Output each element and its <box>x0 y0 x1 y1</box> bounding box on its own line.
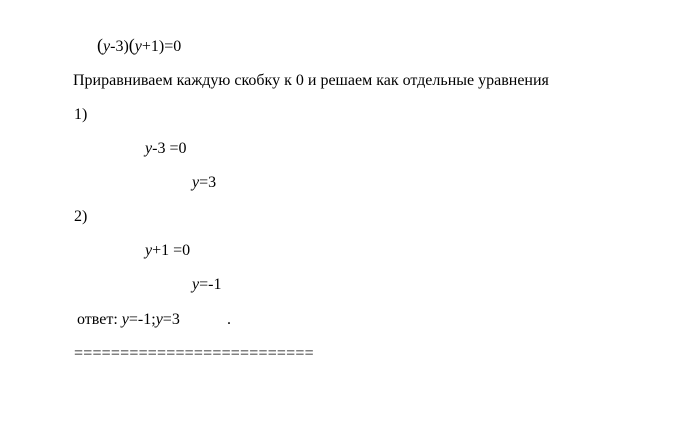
answer-label: ответ: <box>77 311 122 328</box>
case-2-number: 2) <box>74 208 88 225</box>
equation-variable-1: y <box>103 38 111 55</box>
case-2-solution <box>192 276 221 294</box>
case-2-equation-rest: +1 =0 <box>152 242 191 259</box>
case-1-number: 1) <box>74 106 88 123</box>
equation-variable-2: y <box>134 38 142 55</box>
main-equation <box>97 36 181 56</box>
answer-line <box>77 311 180 329</box>
case-1-solution-variable: y <box>192 174 200 191</box>
answer-variable-1: y <box>121 311 129 328</box>
answer-variable-2: y <box>155 311 163 328</box>
equation-rhs: =0 <box>164 38 182 55</box>
case-1-solution <box>192 174 216 192</box>
equation-paren-open-1: ( <box>97 35 103 55</box>
case-1-equation <box>145 140 186 158</box>
divider-line: ========================== <box>74 345 314 362</box>
equation-term-1: -3) <box>110 38 129 55</box>
case-2-solution-rest: =-1 <box>199 276 222 293</box>
equation-paren-open-2: ( <box>128 35 135 55</box>
answer-dot: . <box>227 311 231 328</box>
answer-value-1: =-1; <box>128 311 156 328</box>
answer-value-2: =3 <box>162 311 180 328</box>
case-1-equation-rest: -3 =0 <box>152 140 187 157</box>
instruction-text: Приравниваем каждую скобку к 0 и решаем как отдельные уравнения <box>73 72 549 89</box>
case-1-solution-rest: =3 <box>199 174 217 191</box>
equation-term-2: +1) <box>141 38 165 55</box>
case-1-equation-variable: y <box>145 140 153 157</box>
case-2-equation <box>145 242 190 260</box>
case-2-solution-variable: y <box>192 276 200 293</box>
case-2-equation-variable: y <box>145 242 153 259</box>
